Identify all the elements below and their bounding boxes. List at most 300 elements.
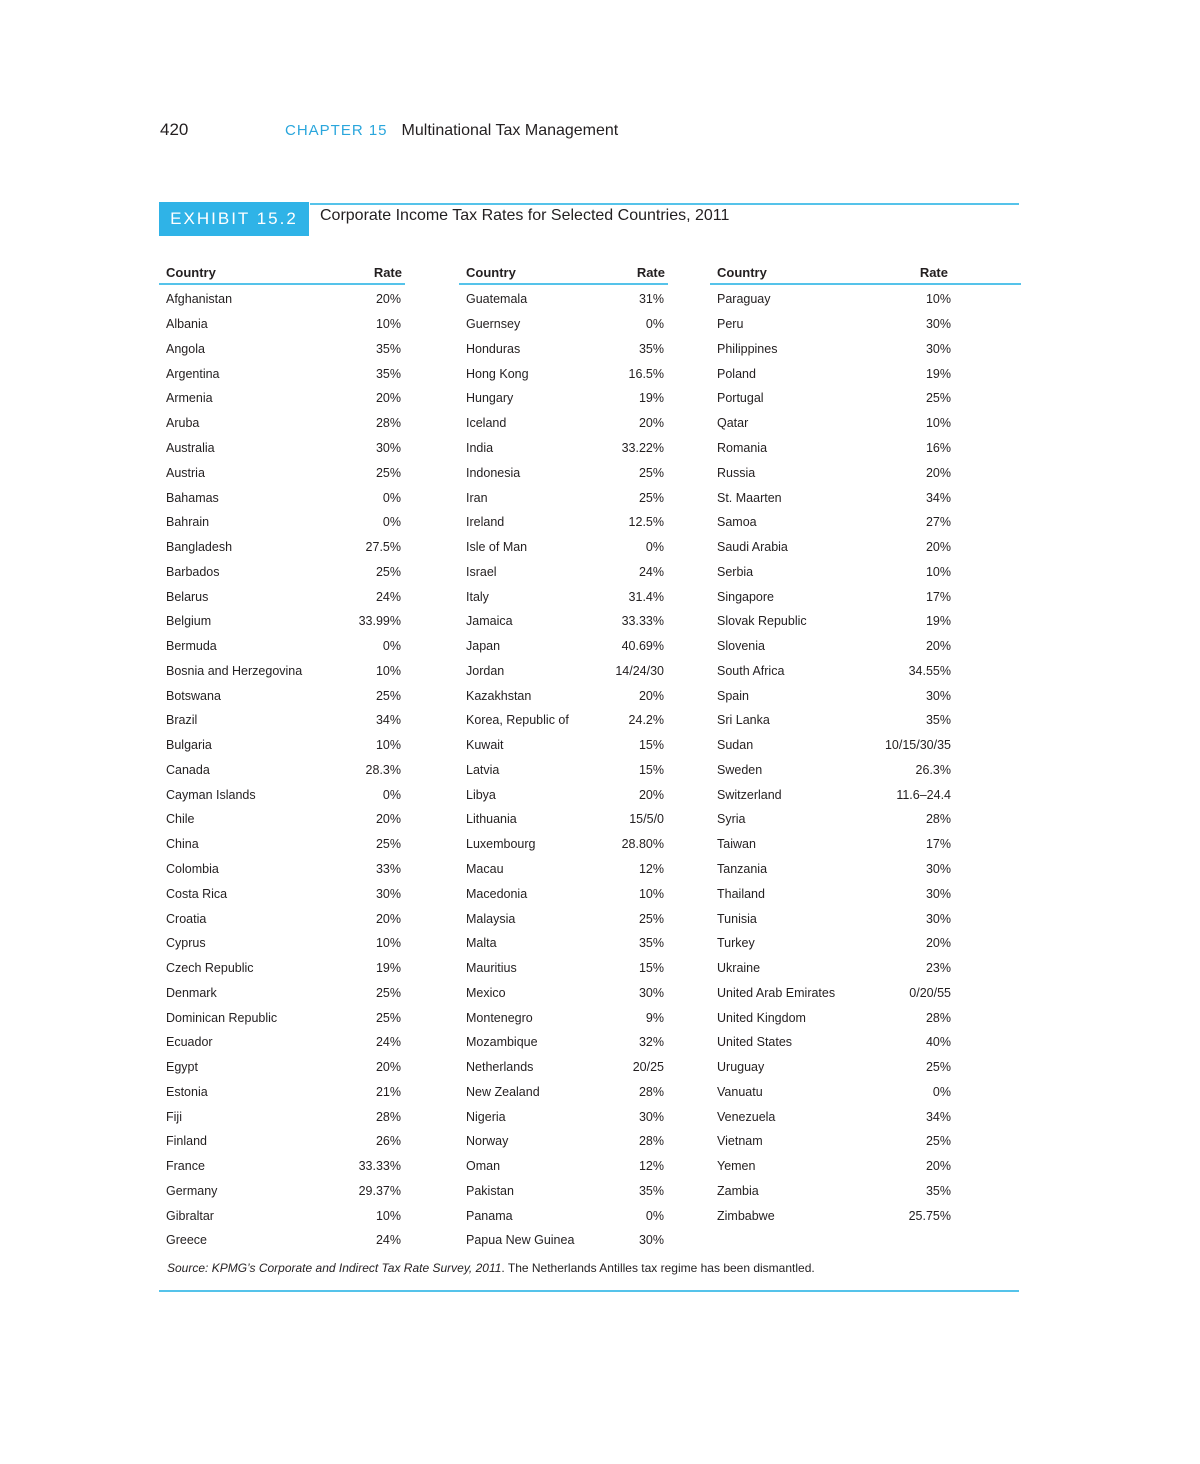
rate-cell: 20%	[925, 540, 951, 555]
rate-cell: 30%	[375, 886, 401, 901]
rate-cell: 20%	[375, 911, 401, 926]
country-cell: Ukraine	[717, 961, 761, 976]
country-cell: Papua New Guinea	[466, 1233, 575, 1248]
country-cell: Nigeria	[466, 1109, 506, 1124]
rate-cell: 30%	[925, 341, 951, 356]
country-cell: St. Maarten	[717, 490, 782, 505]
country-cell: Austria	[166, 465, 205, 480]
rate-cell: 28%	[375, 416, 401, 431]
table-row	[159, 559, 405, 584]
rate-cell: 28%	[925, 812, 951, 827]
rate-cell: 30%	[638, 985, 664, 1000]
table-row	[459, 634, 668, 659]
row-list	[459, 287, 668, 1253]
table-row	[459, 683, 668, 708]
table-row	[459, 956, 668, 981]
table-row	[159, 1179, 405, 1204]
table-row	[159, 980, 405, 1005]
country-cell: Serbia	[717, 564, 754, 579]
rate-cell: 26%	[375, 1134, 401, 1149]
country-cell: Cayman Islands	[166, 787, 256, 802]
country-cell: Oman	[466, 1159, 501, 1174]
country-cell: Macau	[466, 861, 504, 876]
rate-cell: 20%	[375, 1060, 401, 1075]
country-cell: Panama	[466, 1208, 513, 1223]
country-cell: Italy	[466, 589, 489, 604]
country-cell: Mozambique	[466, 1035, 538, 1050]
table-row	[710, 1154, 955, 1179]
rate-cell: 10%	[375, 317, 401, 332]
rate-cell: 23%	[925, 961, 951, 976]
table-row	[710, 683, 955, 708]
chapter-label: CHAPTER 15	[285, 122, 388, 139]
table-row	[159, 411, 405, 436]
rate-cell: 34%	[925, 1109, 951, 1124]
table-row	[459, 535, 668, 560]
rate-cell: 35%	[375, 366, 401, 381]
exhibit-bottom-rule	[159, 1290, 1019, 1292]
rate-cell: 25%	[638, 490, 664, 505]
rate-cell: 20%	[925, 465, 951, 480]
table-row	[459, 287, 668, 312]
country-cell: Fiji	[166, 1109, 182, 1124]
table-row	[459, 337, 668, 362]
table-row	[710, 460, 955, 485]
rate-cell: 25%	[375, 465, 401, 480]
country-cell: Belarus	[166, 589, 209, 604]
country-cell: Mauritius	[466, 961, 517, 976]
table-row	[459, 1129, 668, 1154]
rate-cell: 33%	[375, 861, 401, 876]
country-cell: Slovenia	[717, 639, 765, 654]
rate-cell: 10%	[638, 886, 664, 901]
rate-cell: 35%	[925, 1183, 951, 1198]
country-cell: Paraguay	[717, 292, 771, 307]
table-row	[159, 857, 405, 882]
table-row	[710, 584, 955, 609]
rate-cell: 30%	[925, 886, 951, 901]
table-row	[459, 1080, 668, 1105]
table-row	[459, 584, 668, 609]
rate-cell: 15/5/0	[629, 812, 664, 827]
rate-header: Rate	[636, 265, 665, 280]
rate-cell: 0%	[382, 490, 401, 505]
table-row	[710, 1005, 955, 1030]
country-cell: Luxembourg	[466, 837, 536, 852]
country-cell: Norway	[466, 1134, 509, 1149]
country-cell: Syria	[717, 812, 746, 827]
table-row	[159, 906, 405, 931]
rate-cell: 16.5%	[628, 366, 664, 381]
country-cell: Mexico	[466, 985, 506, 1000]
table-row	[710, 386, 955, 411]
rate-cell: 33.33%	[358, 1159, 401, 1174]
rate-cell: 11.6–24.4	[896, 787, 951, 802]
table-row	[710, 1129, 955, 1154]
country-cell: Bahamas	[166, 490, 219, 505]
rate-cell: 20%	[638, 787, 664, 802]
table-row	[710, 956, 955, 981]
country-cell: Bahrain	[166, 515, 210, 530]
table-row	[710, 733, 955, 758]
country-cell: Venezuela	[717, 1109, 776, 1124]
country-cell: United Kingdom	[717, 1010, 806, 1025]
country-cell: South Africa	[717, 663, 785, 678]
table-row	[159, 931, 405, 956]
country-cell: Zambia	[717, 1183, 759, 1198]
rate-cell: 24%	[638, 564, 664, 579]
rate-cell: 0%	[382, 787, 401, 802]
table-row	[459, 931, 668, 956]
rate-cell: 28%	[925, 1010, 951, 1025]
table-row	[459, 980, 668, 1005]
table-row	[159, 708, 405, 733]
table-column-2	[459, 263, 668, 1253]
table-row	[710, 609, 955, 634]
rate-cell: 25.75%	[908, 1208, 951, 1223]
country-cell: Belgium	[166, 614, 212, 629]
table-row	[710, 411, 955, 436]
country-cell: United States	[717, 1035, 793, 1050]
rate-cell: 30%	[925, 911, 951, 926]
rate-cell: 30%	[925, 688, 951, 703]
table-row	[159, 510, 405, 535]
rate-cell: 0%	[645, 1208, 664, 1223]
rate-cell: 19%	[638, 391, 664, 406]
rate-cell: 20%	[375, 391, 401, 406]
rate-cell: 25%	[638, 911, 664, 926]
table-row	[710, 931, 955, 956]
table-row	[459, 559, 668, 584]
exhibit-top-rule	[310, 203, 1019, 205]
country-cell: Denmark	[166, 985, 217, 1000]
rate-cell: 15%	[638, 762, 664, 777]
rate-cell: 24.2%	[628, 713, 664, 728]
rate-cell: 17%	[925, 837, 951, 852]
table-row	[459, 881, 668, 906]
column-header	[710, 263, 1021, 285]
table-row	[710, 1104, 955, 1129]
table-row	[159, 1104, 405, 1129]
column-header	[159, 263, 405, 285]
rate-cell: 10/15/30/35	[884, 738, 951, 753]
country-cell: Aruba	[166, 416, 200, 431]
country-cell: Colombia	[166, 861, 219, 876]
rate-cell: 12%	[638, 861, 664, 876]
country-cell: Brazil	[166, 713, 198, 728]
country-cell: Tanzania	[717, 861, 768, 876]
table-row	[459, 1104, 668, 1129]
table-row	[710, 634, 955, 659]
country-cell: Barbados	[166, 564, 220, 579]
country-cell: Hungary	[466, 391, 514, 406]
rate-cell: 25%	[925, 1060, 951, 1075]
country-cell: Macedonia	[466, 886, 528, 901]
table-column-3	[710, 263, 1021, 1228]
rate-cell: 28%	[638, 1084, 664, 1099]
row-list	[710, 287, 1021, 1228]
table-row	[159, 386, 405, 411]
table-row	[159, 287, 405, 312]
country-cell: India	[466, 440, 494, 455]
country-cell: Dominican Republic	[166, 1010, 278, 1025]
country-cell: Bermuda	[166, 639, 217, 654]
country-cell: Romania	[717, 440, 768, 455]
country-cell: Honduras	[466, 341, 521, 356]
country-cell: Estonia	[166, 1084, 208, 1099]
table-row	[710, 436, 955, 461]
rate-cell: 29.37%	[358, 1183, 401, 1198]
rate-cell: 16%	[925, 440, 951, 455]
country-cell: Iceland	[466, 416, 507, 431]
table-row	[710, 559, 955, 584]
country-cell: Bosnia and Herzegovina	[166, 663, 303, 678]
page-number: 420	[160, 120, 189, 139]
country-cell: Montenegro	[466, 1010, 533, 1025]
country-cell: Qatar	[717, 416, 749, 431]
rate-cell: 35%	[375, 341, 401, 356]
country-cell: Hong Kong	[466, 366, 529, 381]
table-row	[159, 758, 405, 783]
rate-cell: 35%	[925, 713, 951, 728]
rate-cell: 21%	[375, 1084, 401, 1099]
rate-cell: 15%	[638, 961, 664, 976]
country-cell: Pakistan	[466, 1183, 514, 1198]
country-cell: Isle of Man	[466, 540, 528, 555]
table-row	[710, 510, 955, 535]
country-cell: Indonesia	[466, 465, 521, 480]
country-cell: Portugal	[717, 391, 764, 406]
source-prefix: Source:	[167, 1261, 212, 1275]
table-row	[159, 1154, 405, 1179]
table-row	[710, 1055, 955, 1080]
table-row	[459, 411, 668, 436]
rate-cell: 25%	[375, 985, 401, 1000]
rate-cell: 0%	[645, 317, 664, 332]
country-cell: China	[166, 837, 199, 852]
column-header	[459, 263, 668, 285]
country-cell: Zimbabwe	[717, 1208, 775, 1223]
country-cell: Vanuatu	[717, 1084, 763, 1099]
table-row	[159, 832, 405, 857]
table-row	[459, 832, 668, 857]
rate-cell: 28.80%	[621, 837, 664, 852]
country-cell: Saudi Arabia	[717, 540, 788, 555]
source-title: KPMG’s Corporate and Indirect Tax Rate Survey, 2011	[211, 1261, 502, 1275]
rate-cell: 10%	[925, 292, 951, 307]
exhibit-title: Corporate Income Tax Rates for Selected Countries, 2011	[320, 207, 730, 224]
table-row	[710, 1080, 955, 1105]
country-cell: Turkey	[717, 936, 755, 951]
table-row	[159, 584, 405, 609]
country-cell: Malta	[466, 936, 497, 951]
country-cell: Korea, Republic of	[466, 713, 569, 728]
country-cell: Guernsey	[466, 317, 521, 332]
country-cell: Afghanistan	[166, 292, 233, 307]
rate-cell: 34.55%	[908, 663, 951, 678]
country-cell: United Arab Emirates	[717, 985, 836, 1000]
running-head	[160, 120, 618, 144]
table-row	[159, 658, 405, 683]
rate-cell: 35%	[638, 341, 664, 356]
rate-cell: 25%	[925, 391, 951, 406]
rate-cell: 20%	[925, 639, 951, 654]
country-cell: Japan	[466, 639, 501, 654]
rate-cell: 20%	[375, 292, 401, 307]
rate-cell: 28%	[375, 1109, 401, 1124]
rate-cell: 33.99%	[358, 614, 401, 629]
rate-cell: 10%	[375, 936, 401, 951]
table-row	[159, 436, 405, 461]
country-cell: Slovak Republic	[717, 614, 807, 629]
table-row	[459, 1005, 668, 1030]
rate-cell: 25%	[638, 465, 664, 480]
country-cell: Croatia	[166, 911, 207, 926]
rate-cell: 10%	[925, 564, 951, 579]
country-header: Country	[166, 265, 216, 280]
rate-cell: 28%	[638, 1134, 664, 1149]
country-cell: Jordan	[466, 663, 505, 678]
country-cell: Bulgaria	[166, 738, 212, 753]
rate-cell: 40.69%	[621, 639, 664, 654]
table-row	[459, 906, 668, 931]
table-row	[710, 337, 955, 362]
table-row	[159, 1080, 405, 1105]
rate-cell: 20%	[925, 1159, 951, 1174]
table-row	[710, 658, 955, 683]
rate-cell: 24%	[375, 589, 401, 604]
rate-cell: 27.5%	[365, 540, 401, 555]
rate-cell: 0%	[382, 515, 401, 530]
rate-cell: 19%	[375, 961, 401, 976]
rate-cell: 20%	[925, 936, 951, 951]
rate-cell: 30%	[638, 1233, 664, 1248]
country-cell: Kazakhstan	[466, 688, 532, 703]
country-cell: Czech Republic	[166, 961, 254, 976]
table-row	[710, 287, 955, 312]
rate-header: Rate	[919, 265, 948, 280]
country-cell: Lithuania	[466, 812, 517, 827]
table-row	[710, 535, 955, 560]
country-cell: Samoa	[717, 515, 757, 530]
table-row	[159, 1055, 405, 1080]
table-row	[159, 807, 405, 832]
table-row	[710, 312, 955, 337]
table-row	[710, 857, 955, 882]
table-row	[710, 980, 955, 1005]
rate-cell: 31.4%	[628, 589, 664, 604]
table-row	[710, 361, 955, 386]
table-row	[159, 1129, 405, 1154]
country-cell: Switzerland	[717, 787, 782, 802]
table-row	[159, 1005, 405, 1030]
rate-cell: 30%	[925, 861, 951, 876]
table-row	[459, 1203, 668, 1228]
rate-cell: 34%	[375, 713, 401, 728]
rate-cell: 34%	[925, 490, 951, 505]
table-row	[710, 832, 955, 857]
country-cell: Cyprus	[166, 936, 206, 951]
rate-cell: 9%	[645, 1010, 664, 1025]
rate-header: Rate	[373, 265, 402, 280]
table-column-1	[159, 263, 405, 1253]
rate-cell: 14/24/30	[615, 663, 664, 678]
source-footnote	[167, 1261, 815, 1275]
country-cell: Sudan	[717, 738, 754, 753]
rate-cell: 12.5%	[628, 515, 664, 530]
table-row	[159, 312, 405, 337]
table-row	[710, 758, 955, 783]
table-row	[459, 361, 668, 386]
table-row	[710, 1030, 955, 1055]
row-list	[159, 287, 405, 1253]
country-cell: Vietnam	[717, 1134, 763, 1149]
country-cell: Argentina	[166, 366, 220, 381]
rate-cell: 0%	[382, 639, 401, 654]
country-cell: Botswana	[166, 688, 221, 703]
table-row	[159, 1228, 405, 1253]
table-row	[459, 1154, 668, 1179]
table-row	[159, 956, 405, 981]
rate-cell: 0%	[932, 1084, 951, 1099]
rate-cell: 10%	[375, 663, 401, 678]
country-cell: Albania	[166, 317, 208, 332]
country-cell: Jamaica	[466, 614, 513, 629]
rate-cell: 33.33%	[621, 614, 664, 629]
rate-cell: 30%	[638, 1109, 664, 1124]
rate-cell: 20%	[638, 688, 664, 703]
rate-cell: 20/25	[632, 1060, 664, 1075]
country-cell: Australia	[166, 440, 215, 455]
table-row	[159, 337, 405, 362]
rate-cell: 19%	[925, 614, 951, 629]
table-row	[459, 485, 668, 510]
country-cell: Iran	[466, 490, 488, 505]
rate-cell: 33.22%	[621, 440, 664, 455]
country-cell: Bangladesh	[166, 540, 233, 555]
rate-cell: 10%	[375, 1208, 401, 1223]
country-cell: Latvia	[466, 762, 500, 777]
country-cell: Singapore	[717, 589, 774, 604]
country-cell: Russia	[717, 465, 756, 480]
country-cell: Costa Rica	[166, 886, 228, 901]
table-row	[459, 708, 668, 733]
rate-cell: 25%	[375, 1010, 401, 1025]
rate-cell: 27%	[925, 515, 951, 530]
country-cell: Canada	[166, 762, 210, 777]
rate-cell: 12%	[638, 1159, 664, 1174]
table-row	[159, 733, 405, 758]
rate-cell: 26.3%	[915, 762, 951, 777]
country-cell: France	[166, 1159, 205, 1174]
country-cell: New Zealand	[466, 1084, 540, 1099]
table-row	[159, 683, 405, 708]
country-cell: Ecuador	[166, 1035, 213, 1050]
table-row	[459, 807, 668, 832]
table-row	[459, 758, 668, 783]
country-cell: Chile	[166, 812, 195, 827]
table-row	[459, 857, 668, 882]
rate-cell: 25%	[375, 688, 401, 703]
country-cell: Tunisia	[717, 911, 757, 926]
rate-cell: 10%	[925, 416, 951, 431]
table-row	[159, 1030, 405, 1055]
country-cell: Peru	[717, 317, 744, 332]
table-row	[159, 460, 405, 485]
country-header: Country	[466, 265, 516, 280]
country-cell: Israel	[466, 564, 497, 579]
table-row	[459, 782, 668, 807]
